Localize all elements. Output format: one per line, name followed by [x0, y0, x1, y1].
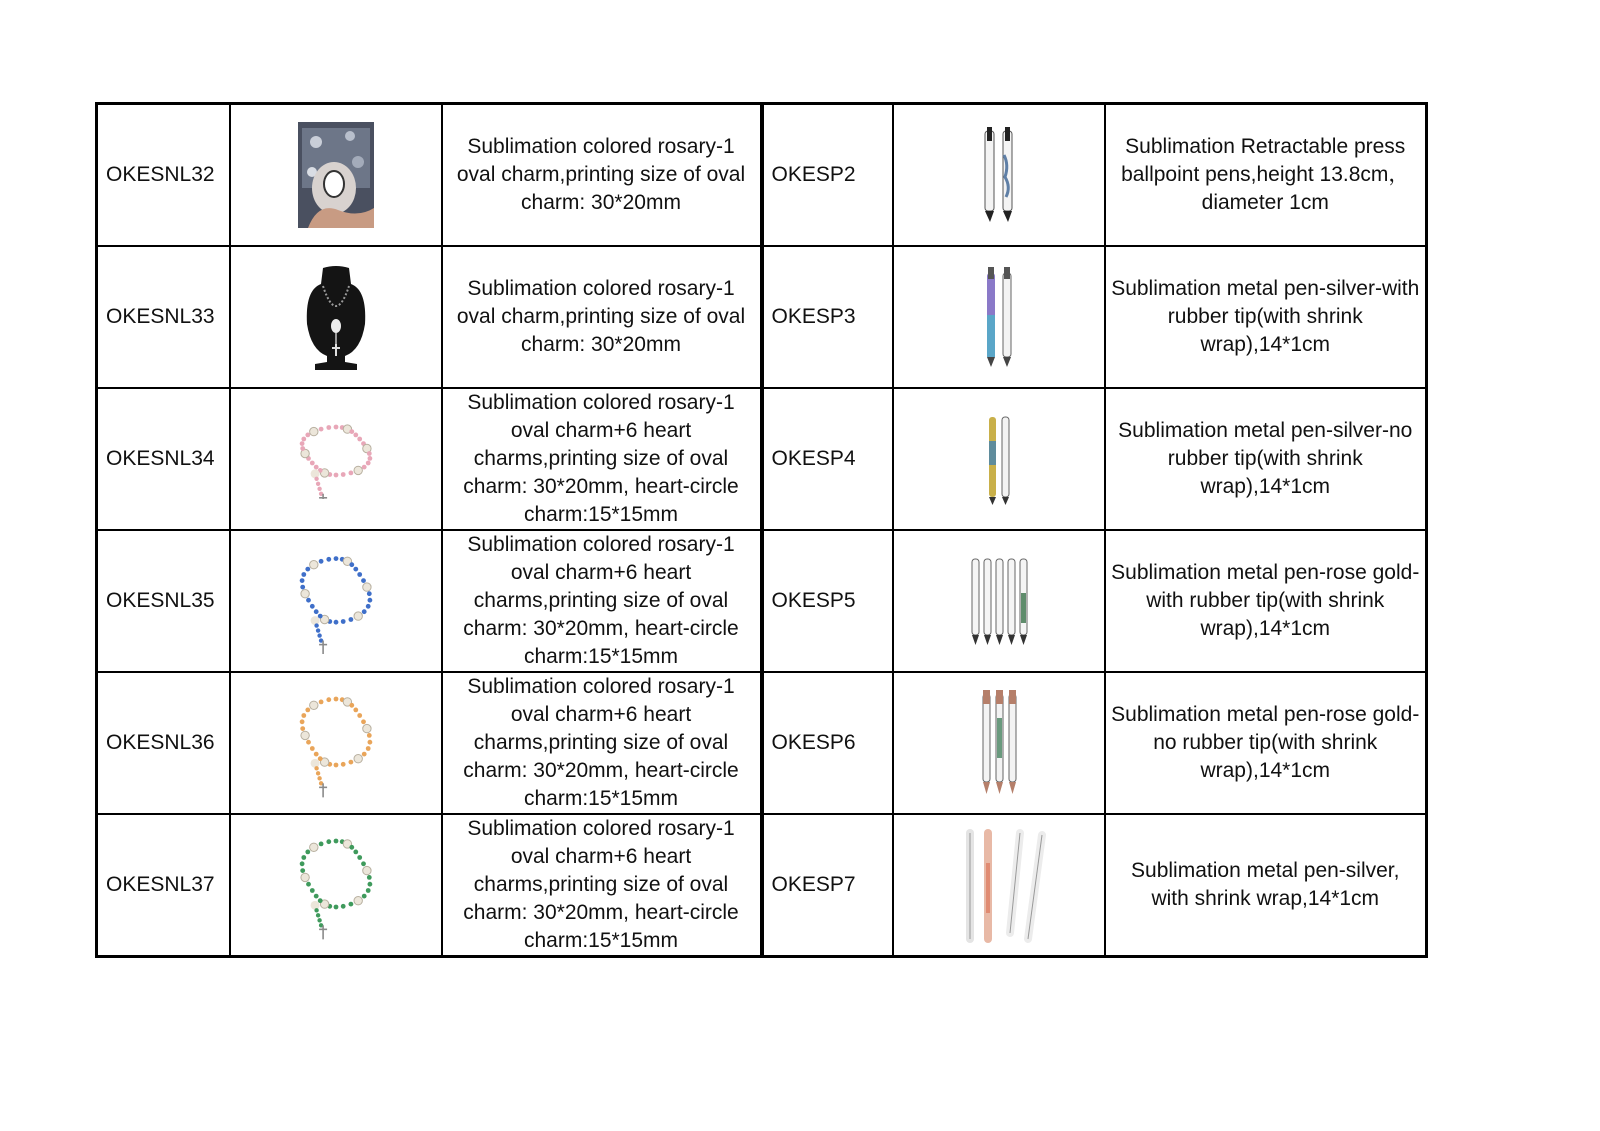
rosary-bead: [300, 868, 305, 873]
rosary-bead: [349, 429, 354, 434]
table-row: [97, 530, 1427, 672]
product-thumbnail: [230, 104, 442, 247]
product-description: Sublimation metal pen-silver, with shrink wrap,14*1cm: [1105, 814, 1427, 957]
rosary-bead: [333, 763, 338, 768]
rosary-bead: [317, 756, 322, 761]
rosary-bead: [353, 850, 358, 855]
rosary-bead: [318, 842, 323, 847]
rosary-bead: [353, 708, 358, 713]
rosary-bead: [299, 719, 304, 724]
rosary-bead: [357, 437, 362, 442]
rosary-bead: [348, 471, 353, 476]
rosary-bead: [313, 894, 318, 899]
product-thumbnail: [893, 530, 1105, 672]
metal-pens-silver-shrink: [944, 823, 1054, 947]
rosary-bead: [309, 461, 314, 466]
rosary-bead: [317, 898, 322, 903]
rosary-bead: [357, 713, 362, 718]
product-description: Sublimation metal pen-rose gold-with rubber tip(with shrink wrap),14*1cm: [1105, 530, 1427, 672]
rosary-bead: [333, 839, 338, 844]
rosary-bead: [333, 556, 338, 561]
rosary-bead: [361, 578, 366, 583]
rosary-bead: [313, 752, 318, 757]
rosary-bead: [313, 609, 318, 614]
rosary-bead: [326, 425, 331, 430]
product-code: OKESNL35: [97, 530, 230, 672]
rosary-on-bust: [301, 264, 371, 370]
rosary-bead: [299, 578, 304, 583]
rosary-beads: [286, 548, 386, 654]
oval-charm: [310, 469, 319, 478]
rosary-bead: [309, 746, 314, 751]
rosary-bead: [317, 487, 321, 491]
rosary-bead: [305, 850, 310, 855]
product-thumbnail: [230, 246, 442, 388]
rosary-bead: [366, 451, 371, 456]
rosary-bead: [333, 620, 338, 625]
rosary-bead: [309, 604, 314, 609]
product-code: OKESP5: [762, 530, 893, 672]
rosary-bead: [301, 713, 306, 718]
metal-pens-silver: [969, 265, 1029, 369]
rosary-bead: [317, 918, 321, 922]
rosary-bead: [314, 766, 318, 770]
rosary-bead: [305, 708, 310, 713]
rosary-bead: [348, 617, 353, 622]
product-thumbnail: [893, 246, 1105, 388]
product-thumbnail: [230, 672, 442, 814]
heart-charm: [309, 843, 317, 851]
heart-charm: [309, 701, 317, 709]
rosary-bead: [353, 567, 358, 572]
rosary-bead: [313, 465, 318, 470]
product-code: OKESNL33: [97, 246, 230, 388]
rosary-bead: [361, 719, 366, 724]
rosary-bead: [326, 697, 331, 702]
rosary-bead: [367, 740, 372, 745]
heart-charm: [362, 866, 370, 874]
rosary-bead: [340, 762, 345, 767]
rosary-bead: [365, 746, 370, 751]
rosary-bead: [315, 628, 319, 632]
table-row: [97, 246, 1427, 388]
rosary-bead: [317, 776, 321, 780]
rosary-bead: [333, 425, 338, 430]
ballpoint-pens: [969, 125, 1029, 225]
product-description: Sublimation colored rosary-1 oval charm+6 heart charms,printing size of oval charm: 30*20mm, heart-circle charm:15*15mm: [442, 672, 762, 814]
product-thumbnail: [230, 814, 442, 957]
product-description: Sublimation metal pen-silver-with rubber tip(with shrink wrap),14*1cm: [1105, 246, 1427, 388]
product-code: OKESNL36: [97, 672, 230, 814]
rosary-bead: [367, 456, 372, 461]
rosary-beads: [286, 419, 386, 499]
table-row: [97, 814, 1427, 957]
rosary-bead: [340, 904, 345, 909]
heart-charm: [354, 466, 362, 474]
product-description: Sublimation colored rosary-1 oval charm+6 heart charms,printing size of oval charm: 30*20mm, heart-circle charm:15*15mm: [442, 814, 762, 957]
rosary-bead: [349, 703, 354, 708]
rosary-bead: [361, 752, 366, 757]
heart-charm: [354, 612, 362, 620]
product-description: Sublimation colored rosary-1 oval charm+6 heart charms,printing size of oval charm: 30*20mm, heart-circle charm:15*15mm: [442, 388, 762, 530]
rosary-bead: [361, 894, 366, 899]
rosary-bead: [367, 882, 372, 887]
heart-charm: [300, 873, 308, 881]
rosary-bead: [317, 633, 321, 637]
product-thumbnail: [230, 388, 442, 530]
metal-pens-rose-gold: [969, 688, 1029, 798]
rosary-bead: [306, 598, 311, 603]
table-row: [97, 672, 1427, 814]
product-code: OKESNL34: [97, 388, 230, 530]
heart-charm: [300, 731, 308, 739]
rosary-bead: [353, 433, 358, 438]
product-table: [95, 102, 1428, 958]
rosary-bead: [333, 473, 338, 478]
rosary-bead: [299, 861, 304, 866]
rosary-bead: [300, 446, 305, 451]
product-code: OKESNL37: [97, 814, 230, 957]
product-description: Sublimation colored rosary-1 oval charm,printing size of oval charm: 30*20mm: [442, 104, 762, 247]
rosary-beads: [286, 688, 386, 798]
oval-charm: [310, 759, 319, 768]
rosary-bead: [326, 839, 331, 844]
product-code: OKESP7: [762, 814, 893, 957]
heart-charm: [362, 583, 370, 591]
oval-charm: [310, 901, 319, 910]
rosary-charm-photo: [298, 122, 374, 228]
rosary-bead: [357, 572, 362, 577]
rosary-bead: [315, 913, 319, 917]
product-description: Sublimation Retractable press ballpoint pens,height 13.8cm，diameter 1cm: [1105, 104, 1427, 247]
rosary-bead: [365, 888, 370, 893]
product-thumbnail: [893, 388, 1105, 530]
product-code: OKESP6: [762, 672, 893, 814]
rosary-bead: [340, 619, 345, 624]
rosary-bead: [318, 559, 323, 564]
heart-charm: [354, 755, 362, 763]
rosary-bead: [300, 726, 305, 731]
rosary-bead: [314, 623, 318, 627]
rosary-bead: [309, 888, 314, 893]
rosary-bead: [315, 482, 319, 486]
product-thumbnail: [230, 530, 442, 672]
rosary-beads: [286, 830, 386, 940]
rosary-bead: [361, 609, 366, 614]
rosary-bead: [305, 567, 310, 572]
rosary-bead: [306, 740, 311, 745]
rosary-bead: [326, 557, 331, 562]
rosary-bead: [366, 591, 371, 596]
table-row: [97, 388, 1427, 530]
rosary-bead: [367, 598, 372, 603]
heart-charm: [362, 724, 370, 732]
rosary-bead: [366, 733, 371, 738]
rosary-bead: [357, 855, 362, 860]
product-code: OKESP3: [762, 246, 893, 388]
rosary-bead: [314, 908, 318, 912]
rosary-bead: [301, 855, 306, 860]
rosary-bead: [365, 604, 370, 609]
heart-charm: [309, 427, 317, 435]
heart-charm: [309, 561, 317, 569]
rosary-bead: [348, 902, 353, 907]
metal-pens-rose-gold: [964, 553, 1034, 649]
rosary-bead: [301, 437, 306, 442]
rosary-bead: [301, 572, 306, 577]
table-row: [97, 104, 1427, 247]
rosary-bead: [315, 771, 319, 775]
rosary-bead: [318, 700, 323, 705]
rosary-bead: [333, 697, 338, 702]
rosary-bead: [306, 882, 311, 887]
heart-charm: [354, 897, 362, 905]
rosary-bead: [348, 760, 353, 765]
product-code: OKESNL32: [97, 104, 230, 247]
product-description: Sublimation colored rosary-1 oval charm,printing size of oval charm: 30*20mm: [442, 246, 762, 388]
metal-pens-silver: [969, 411, 1029, 507]
product-code: OKESP2: [762, 104, 893, 247]
rosary-bead: [349, 562, 354, 567]
rosary-bead: [300, 585, 305, 590]
rosary-bead: [340, 472, 345, 477]
product-code: OKESP4: [762, 388, 893, 530]
rosary-bead: [349, 845, 354, 850]
product-description: Sublimation metal pen-silver-no rubber tip(with shrink wrap),14*1cm: [1105, 388, 1427, 530]
product-thumbnail: [893, 104, 1105, 247]
rosary-bead: [318, 427, 323, 432]
product-thumbnail: [893, 814, 1105, 957]
rosary-bead: [314, 477, 318, 481]
product-description: Sublimation colored rosary-1 oval charm+6 heart charms,printing size of oval charm: 30*20mm, heart-circle charm:15*15mm: [442, 530, 762, 672]
rosary-bead: [299, 441, 304, 446]
oval-charm: [310, 616, 319, 625]
product-description: Sublimation metal pen-rose gold-no rubber tip(with shrink wrap),14*1cm: [1105, 672, 1427, 814]
rosary-bead: [366, 875, 371, 880]
heart-charm: [300, 590, 308, 598]
product-thumbnail: [893, 672, 1105, 814]
rosary-bead: [333, 905, 338, 910]
rosary-bead: [361, 861, 366, 866]
rosary-bead: [365, 461, 370, 466]
